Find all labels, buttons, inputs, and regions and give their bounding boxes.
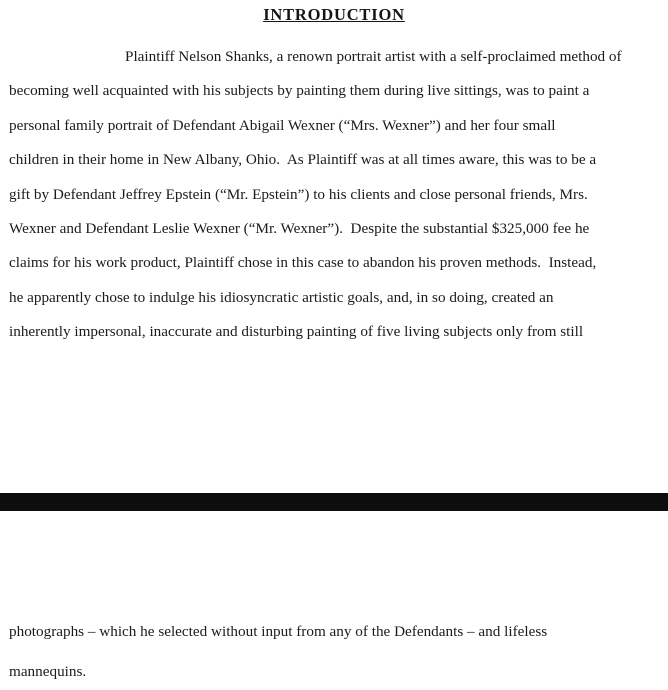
text-line: personal family portrait of Defendant Abigail Wexner (“Mrs. Wexner”) and her four small	[9, 116, 556, 134]
text-line: children in their home in New Albany, Ohio. As Plaintiff was at all times aware, this was to be a	[9, 151, 597, 169]
text-line: photographs – which he selected without input from any of the Defendants – and lifeless	[9, 623, 548, 640]
text-line: mannequins.	[9, 663, 87, 680]
paragraph-1-continued	[9, 612, 662, 690]
page-separator-bar	[0, 493, 668, 511]
section-title: INTRODUCTION	[263, 5, 405, 24]
text-line: gift by Defendant Jeffrey Epstein (“Mr. Epstein”) to his clients and close personal friends, Mrs.	[9, 185, 588, 203]
text-line: claims for his work product, Plaintiff chose in this case to abandon his proven methods. Instead,	[9, 254, 597, 272]
text-line: inherently impersonal, inaccurate and disturbing painting of five living subjects only from still	[9, 323, 584, 341]
text-line: he apparently chose to indulge his idiosyncratic artistic goals, and, in so doing, created an	[9, 288, 554, 306]
text-line: becoming well acquainted with his subjects by painting them during live sittings, was to paint a	[9, 82, 590, 100]
text-line: Wexner and Defendant Leslie Wexner (“Mr. Wexner”). Despite the substantial $325,000 fee he	[9, 219, 590, 237]
paragraph-1	[9, 40, 662, 350]
text-line: Plaintiff Nelson Shanks, a renown portrait artist with a self-proclaimed method of	[125, 48, 622, 65]
